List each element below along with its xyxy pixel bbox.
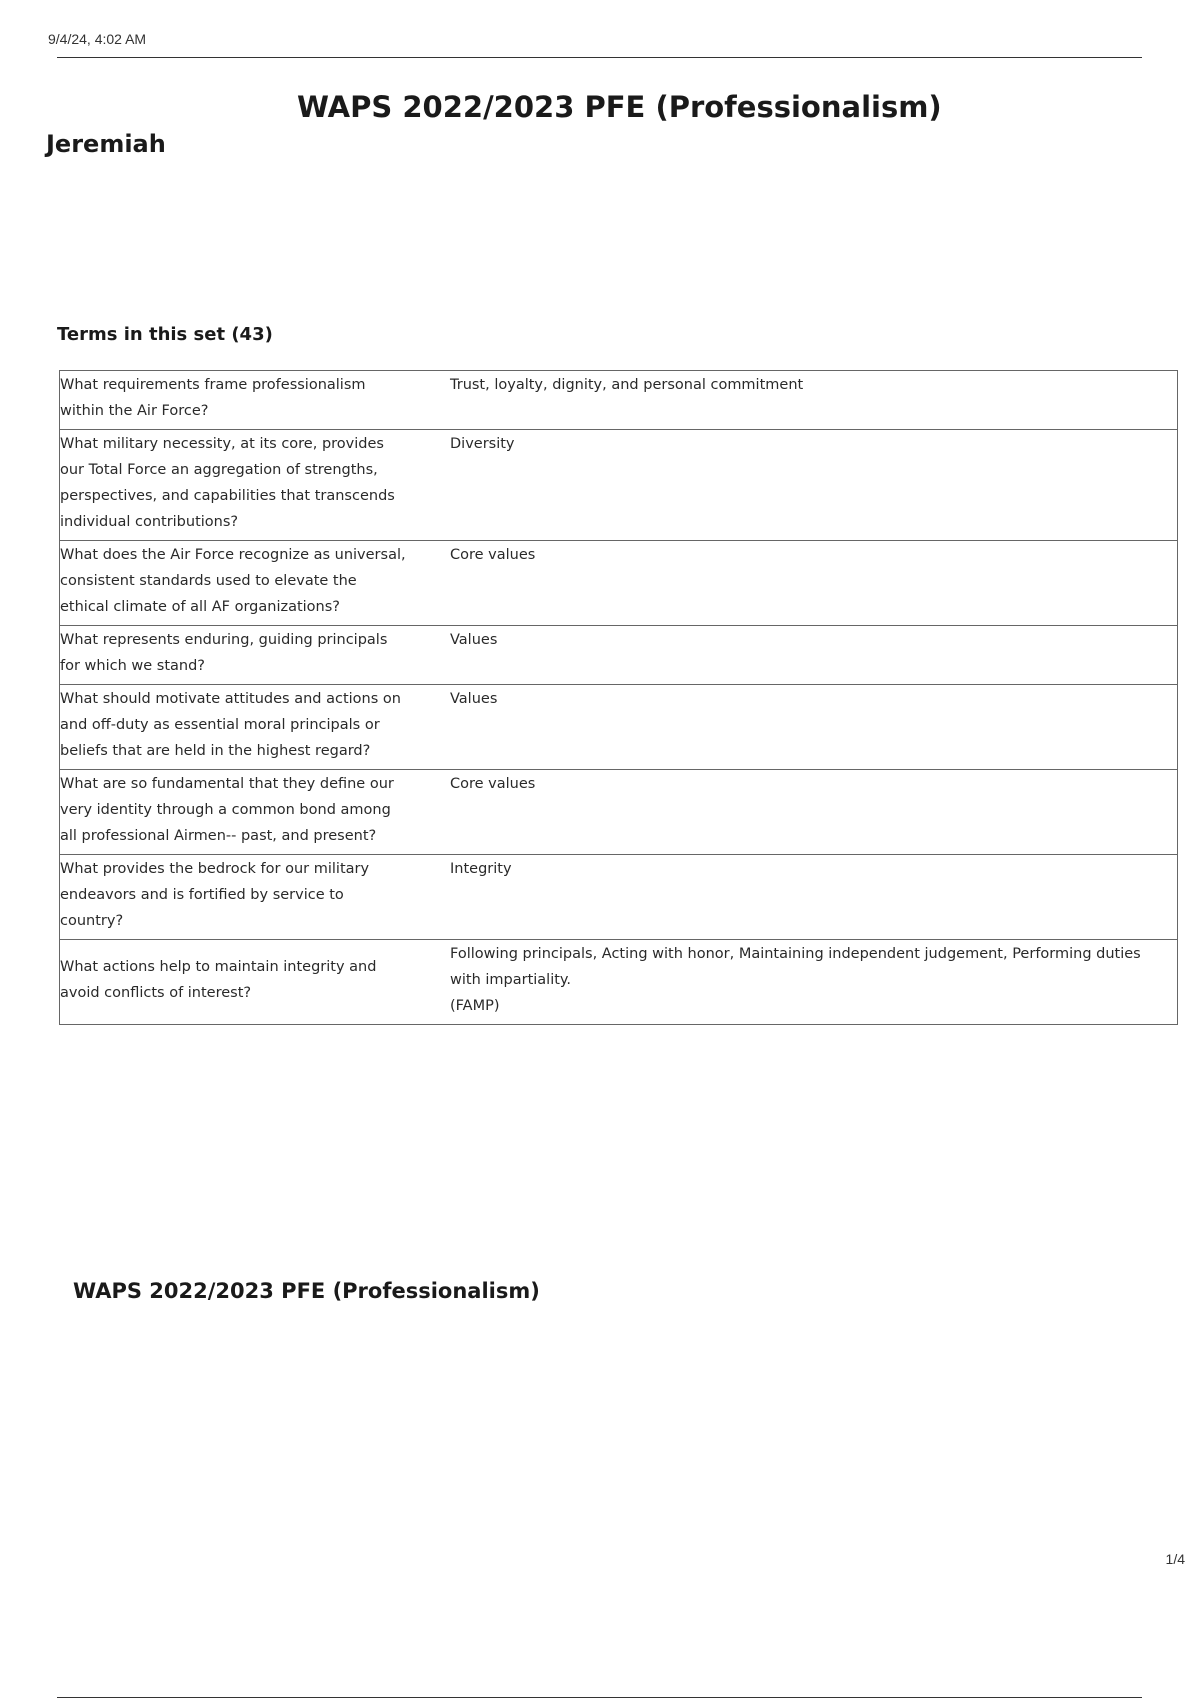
definition-text: Values <box>450 691 498 707</box>
definition-cell <box>420 626 1178 685</box>
definition-text: Diversity <box>450 436 515 452</box>
definition-cell <box>420 371 1178 430</box>
footer-divider <box>57 1697 1142 1698</box>
definition-cell <box>420 940 1178 1025</box>
table-row <box>60 430 1178 541</box>
term-cell: What should motivate attitudes and actions on and off-duty as essential moral principals or beliefs that are held in the highest regard? <box>60 685 421 770</box>
definition-cell <box>420 541 1178 626</box>
page-title: WAPS 2022/2023 PFE (Professionalism) <box>297 90 942 124</box>
table-row <box>60 541 1178 626</box>
table-row <box>60 371 1178 430</box>
definition-cell <box>420 685 1178 770</box>
table-row <box>60 855 1178 940</box>
page-number: 1/4 <box>1165 1551 1185 1567</box>
definition-cell <box>420 430 1178 541</box>
header-divider <box>57 57 1142 58</box>
table-row <box>60 770 1178 855</box>
definition-text: Core values <box>450 776 536 792</box>
term-cell: What provides the bedrock for our military endeavors and is fortified by service to country? <box>60 855 421 940</box>
terms-table <box>59 370 1178 1025</box>
table-row <box>60 685 1178 770</box>
table-row <box>60 940 1178 1025</box>
term-cell: What represents enduring, guiding principals for which we stand? <box>60 626 421 685</box>
definition-text: Trust, loyalty, dignity, and personal commitment <box>450 377 804 393</box>
term-cell: What actions help to maintain integrity and avoid conflicts of interest? <box>60 940 421 1025</box>
definition-text: Integrity <box>450 861 512 877</box>
term-cell: What are so fundamental that they define our very identity through a common bond among all professional Airmen-- past, and present? <box>60 770 421 855</box>
term-cell: What military necessity, at its core, provides our Total Force an aggregation of strengths, perspectives, and capabilities that transcends individual contributions? <box>60 430 421 541</box>
definition-text: Core values <box>450 547 536 563</box>
term-cell: What requirements frame professionalism within the Air Force? <box>60 371 421 430</box>
definition-cell <box>420 770 1178 855</box>
footer-title: WAPS 2022/2023 PFE (Professionalism) <box>73 1279 540 1303</box>
definition-acronym: (FAMP) <box>450 998 500 1014</box>
definition-text: Following principals, Acting with honor, Maintaining independent judgement, Performing duties with impartiality. <box>450 946 1141 988</box>
terms-count-heading: Terms in this set (43) <box>57 324 273 345</box>
definition-cell <box>420 855 1178 940</box>
print-timestamp: 9/4/24, 4:02 AM <box>48 31 147 47</box>
author-name: Jeremiah <box>46 130 166 158</box>
definition-text: Values <box>450 632 498 648</box>
term-cell: What does the Air Force recognize as universal, consistent standards used to elevate the ethical climate of all AF organizations? <box>60 541 421 626</box>
table-row <box>60 626 1178 685</box>
